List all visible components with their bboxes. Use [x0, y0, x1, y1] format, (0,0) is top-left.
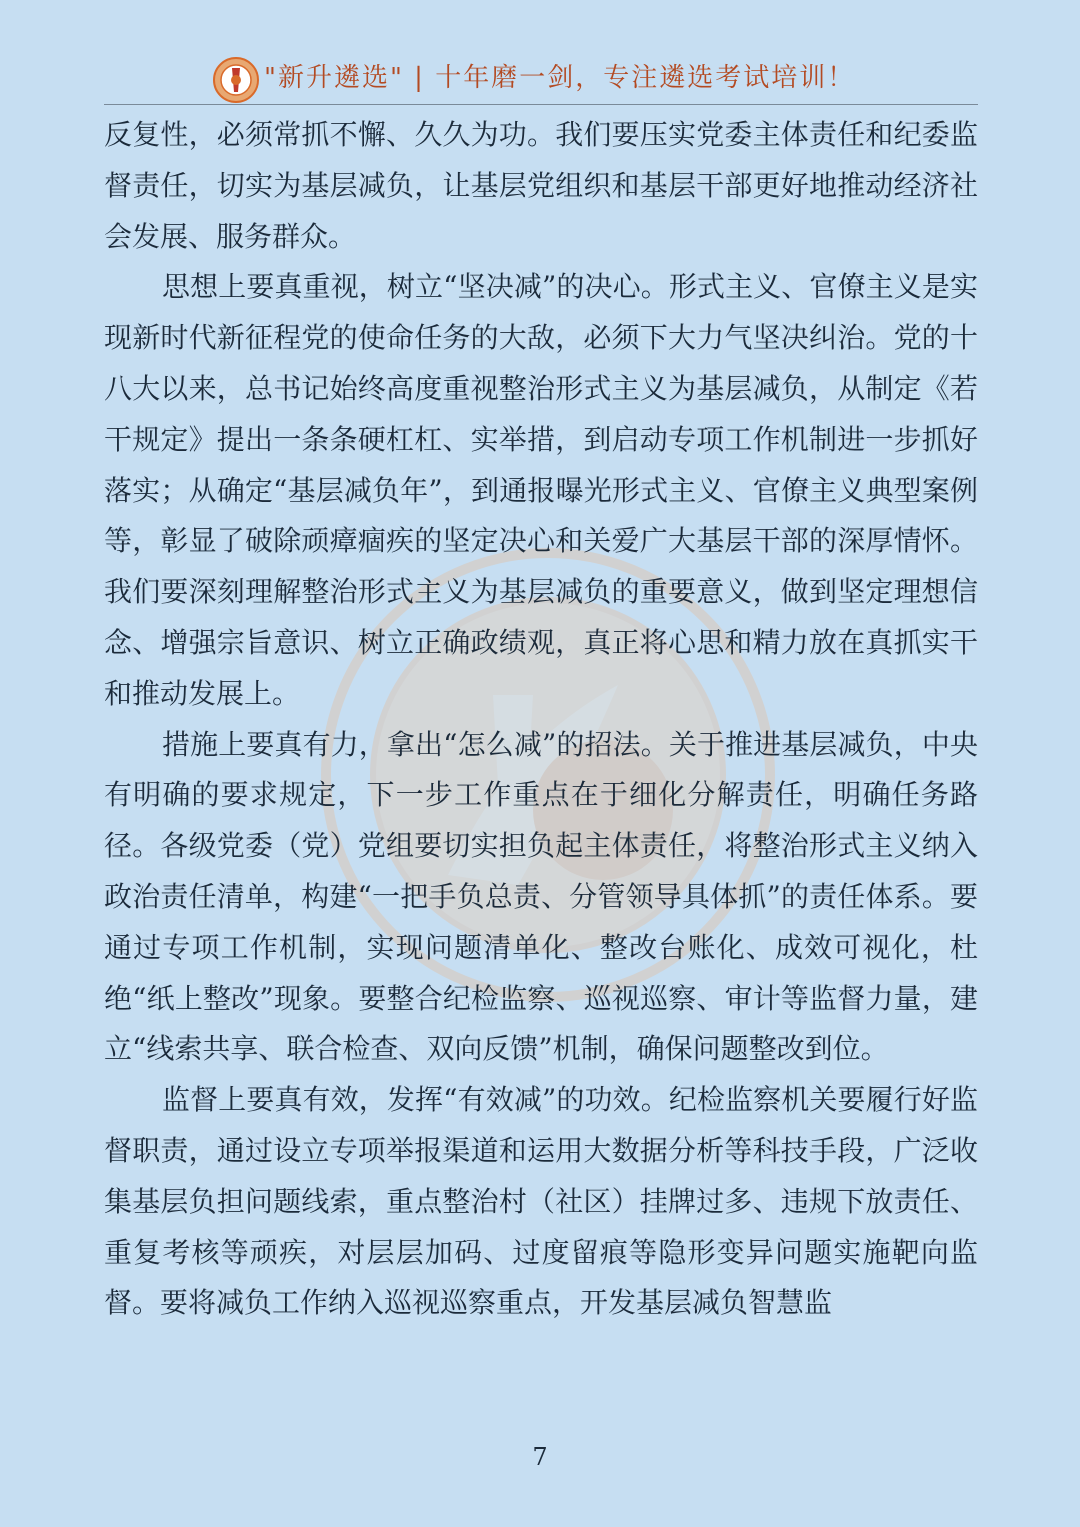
page-header — [104, 52, 978, 105]
paragraph-measures: 措施上要真有力，拿出“怎么减”的招法。关于推进基层减负，中央有明确的要求规定，下一步工作重点在于细化分解责任，明确任务路径。各级党委（党）党组要切实担负起主体责任，将整治形式主义纳入政治责任清单，构建“一把手负总责、分管领导具体抓”的责任体系。要通过专项工作机制，实现问题清单化、整改台账化、成效可视化，杜绝“纸上整改”现象。要整合纪检监察、巡视巡察、审计等监督力量，建立“线索共享、联合检查、双向反馈”机制，确保问题整改到位。 — [104, 727, 978, 1066]
paragraph-thinking: 思想上要真重视，树立“坚决减”的决心。形式主义、官僚主义是实现新时代新征程党的使命任务的大敌，必须下大力气坚决纠治。党的十八大以来，总书记始终高度重视整治形式主义为基层减负，从制定《若干规定》提出一条条硬杠杠、实举措，到启动专项工作机制进一步抓好落实；从确定“基层减负年”，到通报曝光形式主义、官僚主义典型案例等，彰显了破除顽瘴痼疾的坚定决心和关爱广大基层干部的深厚情怀。我们要深刻理解整治形式主义为基层减负的重要意义，做到坚定理想信念、增强宗旨意识、树立正确政绩观，真正将心思和精力放在真抓实干和推动发展上。 — [104, 270, 978, 710]
page-number: 7 — [532, 1443, 548, 1471]
document-body — [104, 110, 978, 1329]
paragraph-supervision: 监督上要真有效，发挥“有效减”的功效。纪检监察机关要履行好监督职责，通过设立专项举报渠道和运用大数据分析等科技手段，广泛收集基层负担问题线索，重点整治村（社区）挂牌过多、违规下放责任、重复考核等顽疾，对层层加码、过度留痕等隐形变异问题实施靶向监督。要将减负工作纳入巡视巡察重点，开发基层减负智慧监 — [104, 1083, 978, 1320]
header-title: "新升遴选" | 十年磨一剑，专注遴选考试培训！ — [264, 63, 856, 93]
seal-logo-icon — [212, 56, 260, 104]
paragraph-continuation: 反复性，必须常抓不懈、久久为功。我们要压实党委主体责任和纪委监督责任，切实为基层减负，让基层党组织和基层干部更好地推动经济社会发展、服务群众。 — [104, 118, 978, 253]
